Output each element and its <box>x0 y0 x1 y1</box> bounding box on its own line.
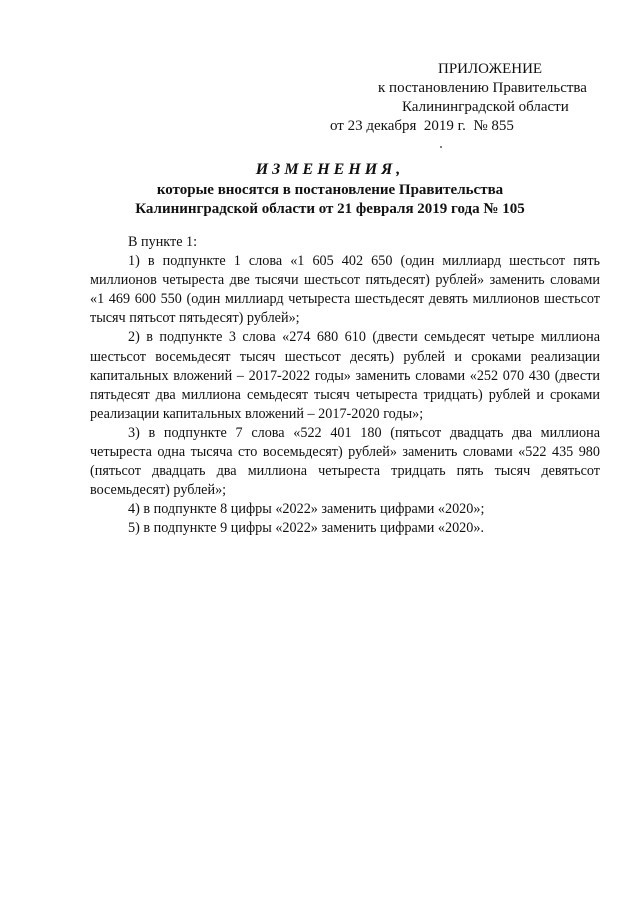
appendix-line-2: Калининградской области <box>402 99 569 115</box>
appendix-line-1: к постановлению Правительства <box>378 80 587 96</box>
heading-subtitle-1: которые вносятся в постановление Правительства <box>156 182 504 198</box>
body-item-1: 1) в подпункте 1 слова «1 605 402 650 (один миллиард шестьсот пять миллионов четыреста две тысячи шестьсот пятьдесят) рублей» заменить словами «1 469 600 550 (один миллиард четыреста шестьдесят девять миллионов шестьсот тысяч пятьсот пятьдесят) рублей»; <box>90 253 600 327</box>
body-intro: В пункте 1: <box>128 234 198 250</box>
scan-dot <box>440 146 442 148</box>
heading-subtitle-2: Калининградской области от 21 февраля 2019 года № 105 <box>135 201 525 217</box>
body-item-5: 5) в подпункте 9 цифры «2022» заменить цифрами «2020». <box>128 520 485 537</box>
body-item-4: 4) в подпункте 8 цифры «2022» заменить цифрами «2020»; <box>128 501 485 518</box>
appendix-title: ПРИЛОЖЕНИЕ <box>438 61 543 77</box>
appendix-date-line: от 23 декабря 2019 г. № 855 <box>330 118 514 134</box>
appendix-header <box>330 60 600 136</box>
heading-title: ИЗМЕНЕНИЯ, <box>255 161 405 178</box>
document-body <box>90 233 600 539</box>
document-heading <box>60 160 600 219</box>
body-item-3: 3) в подпункте 7 слова «522 401 180 (пятьсот двадцать два миллиона четыреста одна тысяча сто восемьдесят) рублей» заменить словами «522 435 980 (пятьсот двадцать два миллиона четыреста тридцать пять тысяч девятьсот восемьдесят) рублей»; <box>90 424 600 499</box>
body-item-2: 2) в подпункте 3 слова «274 680 610 (двести семьдесят четыре миллиона шестьсот восемьдесят тысяч шестьсот десять) рублей и сроками реализации капитальных вложений – 2017-2022 годы» заменить словами «252 070 430 (двести пятьдесят два миллиона семьдесят тысяч четыреста тридцать) рублей и сроками реализации капитальных вложений – 2017-2020 годы»; <box>90 329 600 422</box>
